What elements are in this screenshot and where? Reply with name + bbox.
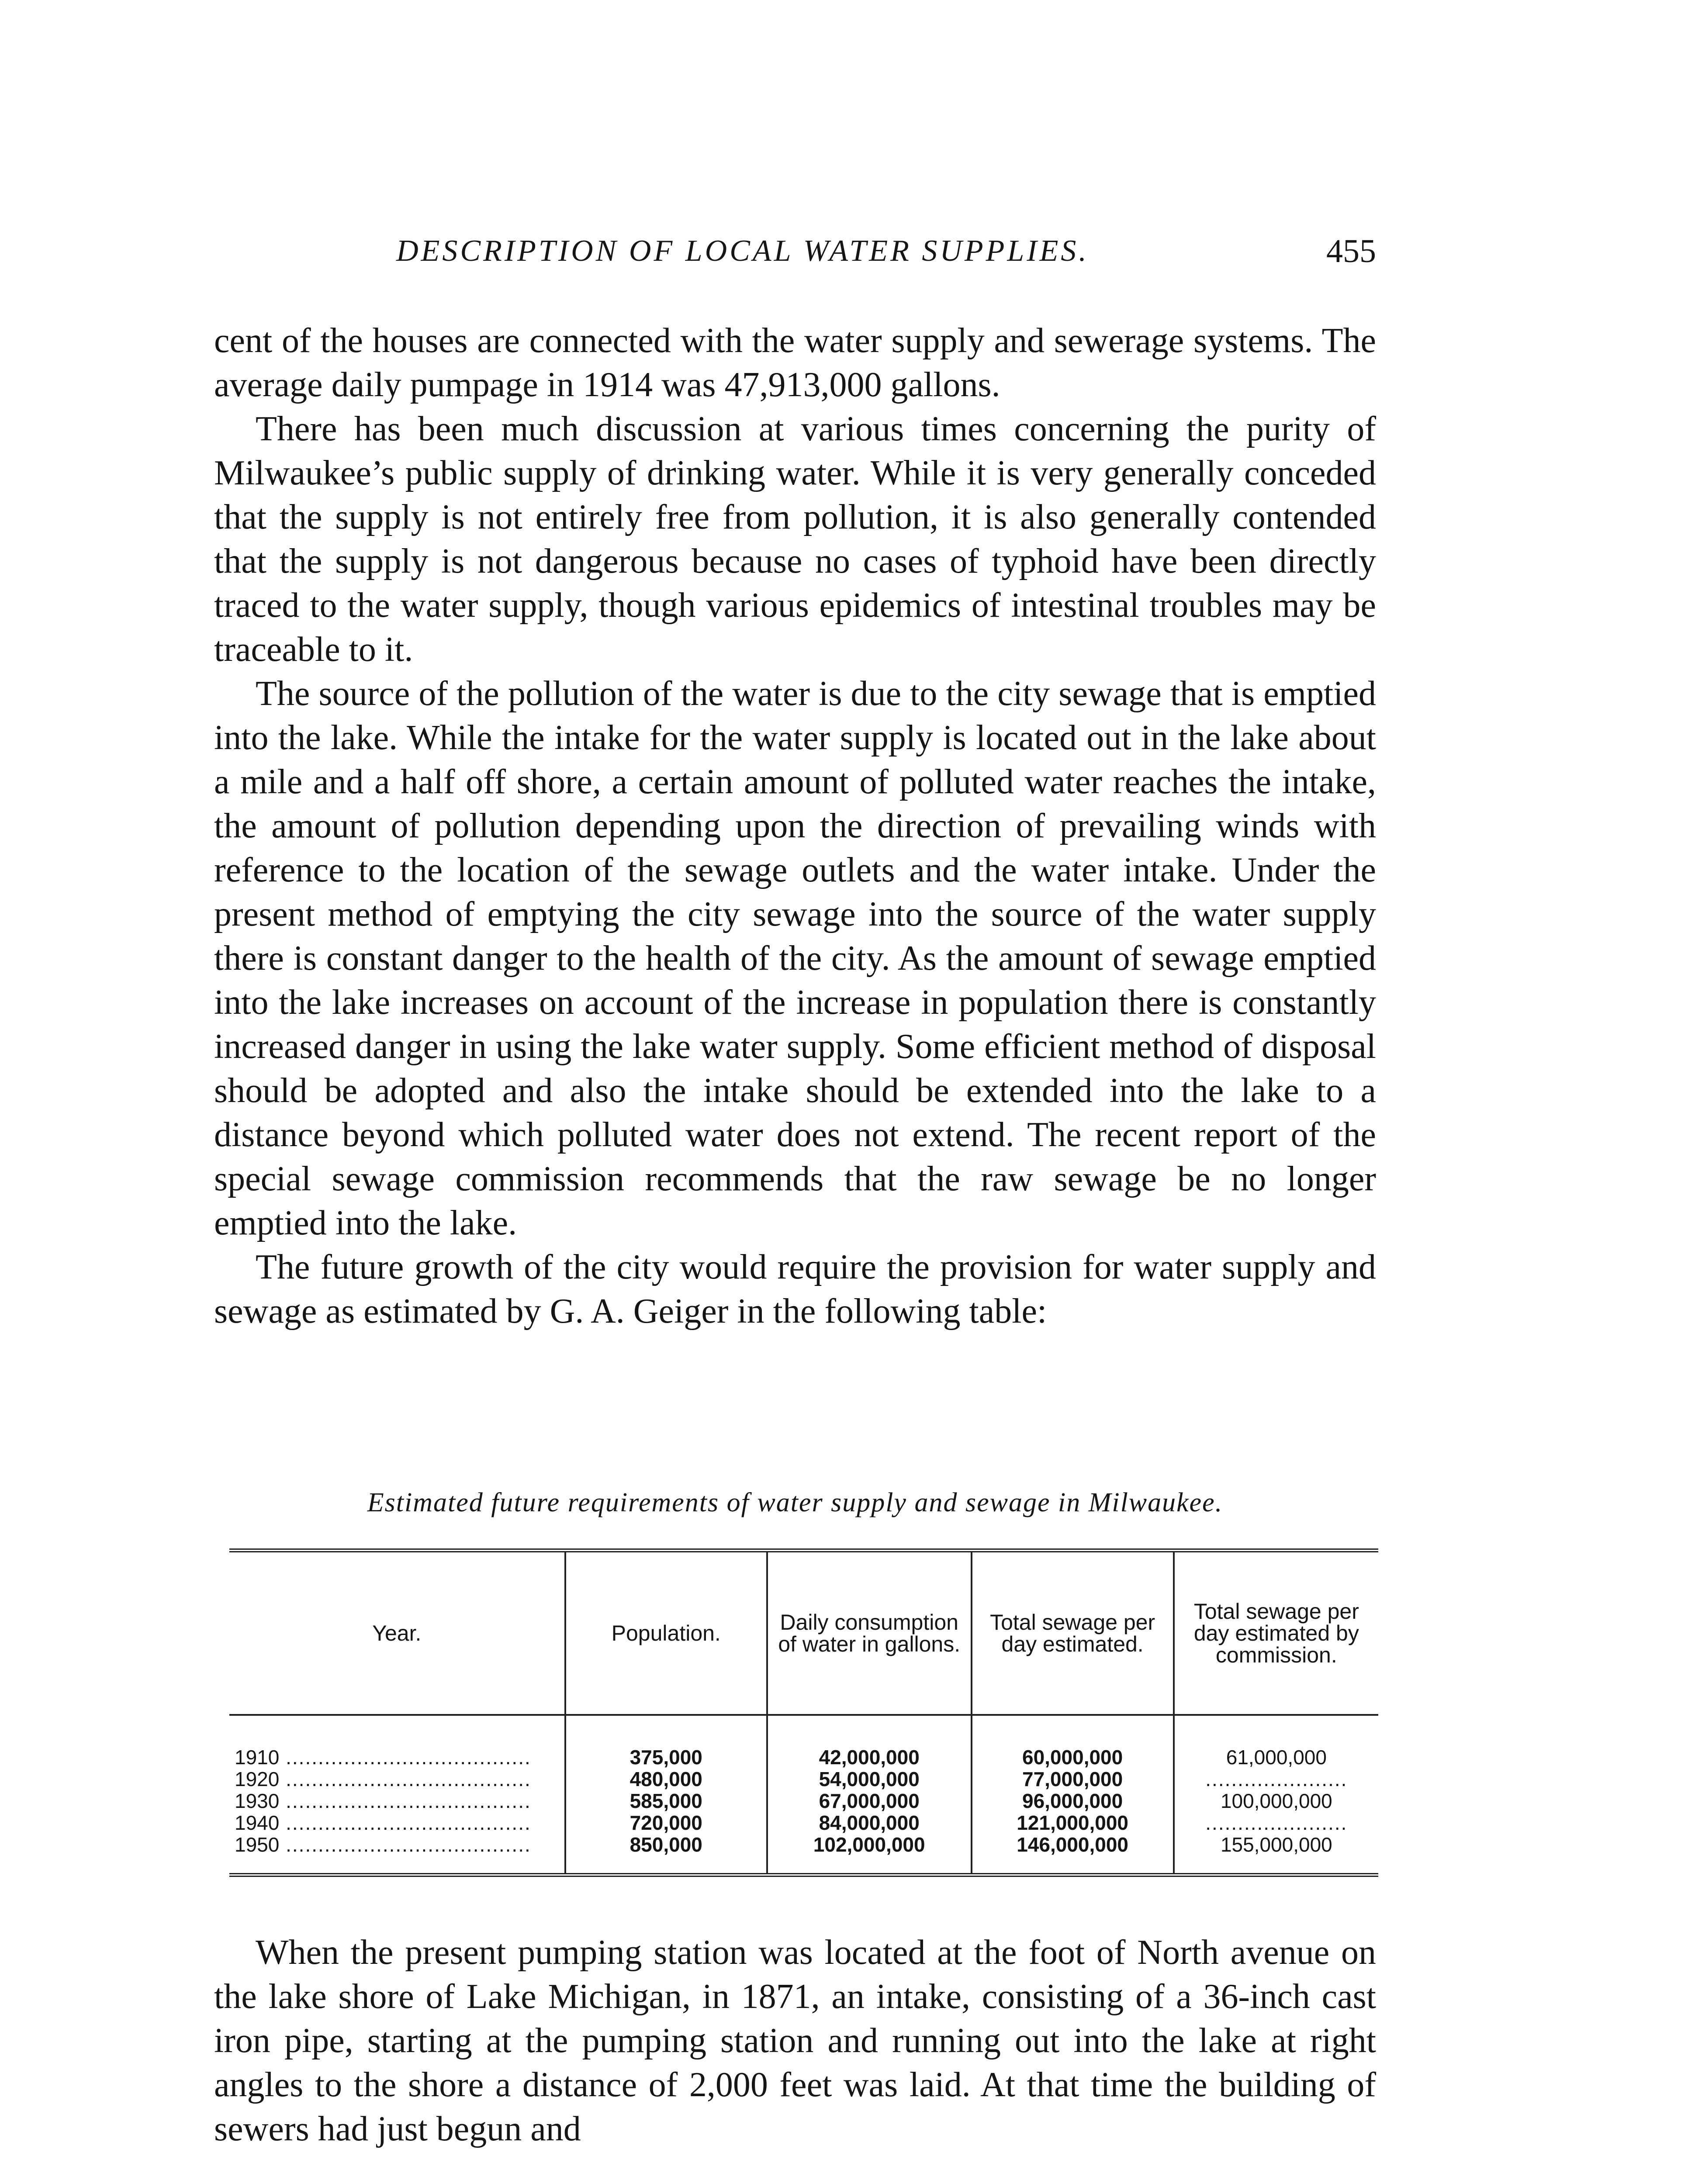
column-header-year: Year. — [229, 1551, 565, 1715]
table-row — [229, 1790, 1378, 1812]
cell-total-sewage: 121,000,000 — [972, 1812, 1174, 1834]
cell-total-sewage: 77,000,000 — [972, 1768, 1174, 1790]
column-header-daily-consumption: Daily consumption of water in gallons. — [767, 1551, 972, 1715]
table-caption: Estimated future requirements of water supply and sewage in Milwaukee. — [367, 1488, 1223, 1517]
cell-daily-consumption: 84,000,000 — [767, 1812, 972, 1834]
cell-year: 1920 ..... — [229, 1768, 565, 1790]
cell-population: 480,000 — [565, 1768, 767, 1790]
table-row — [229, 1812, 1378, 1834]
table-row — [229, 1768, 1378, 1790]
paragraph: When the present pumping station was located at the foot of North avenue on the lake shore of Lake Michigan, in 1871, an intake, consisting of a 36-inch cast iron pipe, starting at the pumping station and running out into the lake at right angles to the shore a distance of 2,000 feet was laid. At that time the building of sewers had just begun and — [214, 1933, 1376, 2148]
column-header-commission-estimate: Total sewage per day estimated by commission. — [1174, 1551, 1378, 1715]
requirements-table — [229, 1548, 1378, 1877]
running-title: DESCRIPTION OF LOCAL WATER SUPPLIES. — [396, 234, 1089, 268]
requirements-table-wrapper — [229, 1548, 1378, 1877]
table-row — [229, 1834, 1378, 1875]
paragraph: The source of the pollution of the water is due to the city sewage that is emptied into the lake. While the intake for the water supply is located out in the lake about a mile and a half off shore, a certain amount of polluted water reaches the intake, the amount of pollution depending upon the direction of prevailing winds with reference to the location of the sewage outlets and the water intake. Under the present method of emptying the city sewage into the source of the water supply there is constant danger to the health of the city. As the amount of sewage emptied into the lake increases on account of the increase in population there is constantly increased danger in using the lake water supply. Some efficient method of disposal should be adopted and also the intake should be extended into the lake to a distance beyond which polluted water does not extend. The recent report of the special sewage commission recommends that the raw sewage be no longer emptied into the lake. — [214, 674, 1376, 1242]
cell-total-sewage: 146,000,000 — [972, 1834, 1174, 1875]
cell-population: 720,000 — [565, 1812, 767, 1834]
body-text-top — [214, 319, 1376, 1334]
cell-commission-estimate: 155,000,000 — [1174, 1834, 1378, 1875]
cell-total-sewage: 60,000,000 — [972, 1715, 1174, 1768]
column-header-population: Population. — [565, 1551, 767, 1715]
cell-population: 850,000 — [565, 1834, 767, 1875]
body-text-bottom — [214, 1931, 1376, 2151]
cell-daily-consumption: 102,000,000 — [767, 1834, 972, 1875]
running-header — [214, 227, 1376, 275]
cell-year: 1950 ..... — [229, 1834, 565, 1875]
cell-commission-estimate — [1174, 1768, 1378, 1790]
cell-daily-consumption: 42,000,000 — [767, 1715, 972, 1768]
paragraph: cent of the houses are connected with the water supply and sewerage systems. The average daily pumpage in 1914 was 47,913,000 gallons. — [214, 321, 1376, 404]
paragraph: There has been much discussion at various times concerning the purity of Milwaukee’s public supply of drinking water. While it is very generally conceded that the supply is not entirely free from pollution, it is also generally contended that the supply is not dangerous because no cases of typhoid have been directly traced to the water supply, though various epidemics of intestinal troubles may be traceable to it. — [214, 410, 1376, 669]
cell-population: 585,000 — [565, 1790, 767, 1812]
cell-total-sewage: 96,000,000 — [972, 1790, 1174, 1812]
cell-commission-estimate — [1174, 1812, 1378, 1834]
cell-population: 375,000 — [565, 1715, 767, 1768]
cell-year: 1930 ..... — [229, 1790, 565, 1812]
table-row — [229, 1715, 1378, 1768]
column-header-total-sewage: Total sewage per day estimated. — [972, 1551, 1174, 1715]
cell-year: 1910 ..... — [229, 1715, 565, 1768]
table-header-row — [229, 1551, 1378, 1715]
cell-commission-estimate: 100,000,000 — [1174, 1790, 1378, 1812]
paragraph: The future growth of the city would require the provision for water supply and sewage as estimated by G. A. Geiger in the following table: — [214, 1248, 1376, 1330]
cell-commission-estimate: 61,000,000 — [1174, 1715, 1378, 1768]
cell-daily-consumption: 67,000,000 — [767, 1790, 972, 1812]
cell-year: 1940 ..... — [229, 1812, 565, 1834]
cell-daily-consumption: 54,000,000 — [767, 1768, 972, 1790]
page-number: 455 — [1326, 233, 1376, 270]
